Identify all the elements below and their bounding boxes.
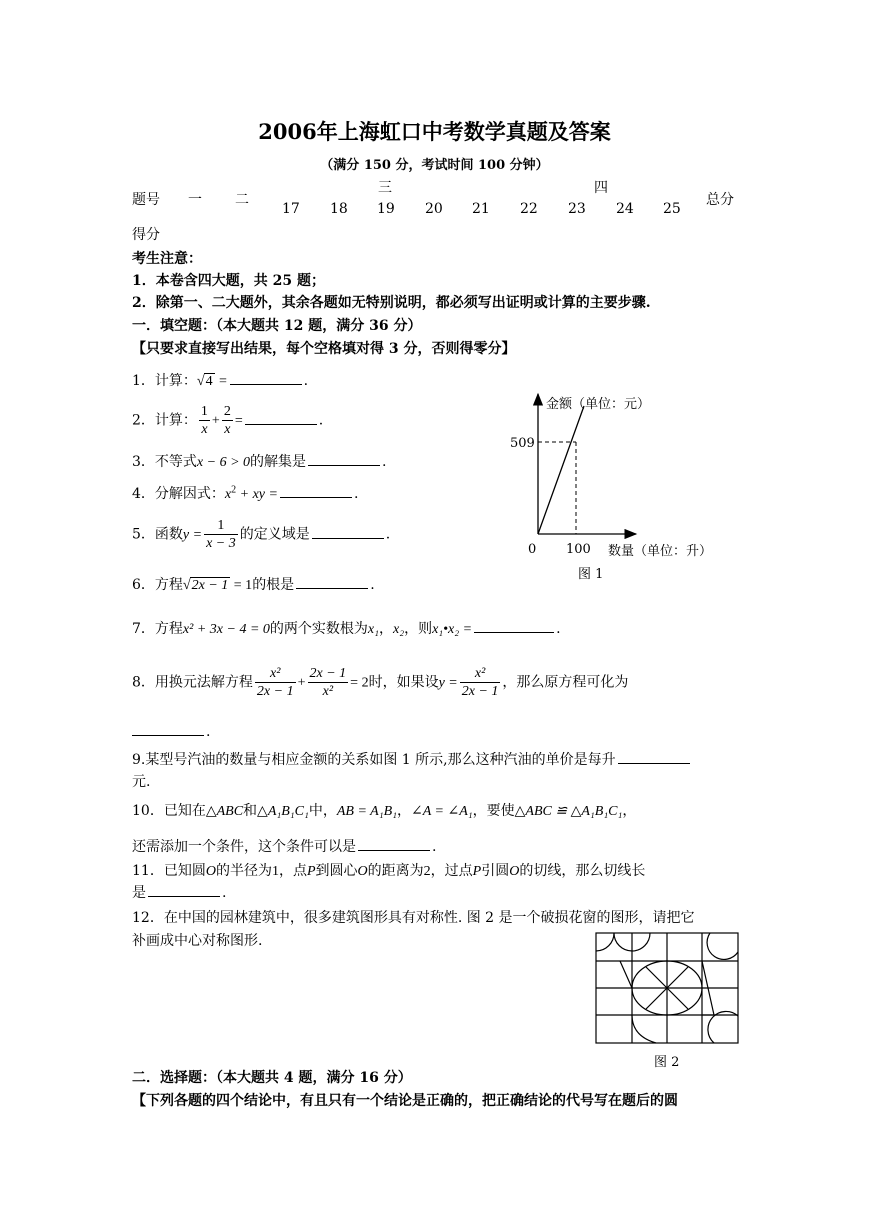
question-11: 11．已知圆O的半径为1，点P到圆心O的距离为2，过点P引圆O的切线，那么切线长 (132, 863, 646, 879)
x-axis-label: 数量（单位：升） (608, 544, 713, 559)
col-section-one: 一 (188, 192, 202, 208)
col-section-three: 三 (378, 180, 392, 196)
col-number: 17 (282, 201, 300, 217)
answer-blank[interactable] (245, 423, 317, 425)
question-4: 4．分解因式：$x^2$ + xy = . (132, 484, 359, 502)
answer-blank[interactable] (148, 895, 220, 897)
question-8-answer-line: . (132, 724, 210, 740)
answer-blank[interactable] (312, 537, 384, 539)
page-title: 2006年上海虹口中考数学真题及答案 (258, 119, 611, 144)
page-subtitle: （满分 150 分，考试时间 100 分钟） (320, 158, 549, 173)
notice-item: 1．本卷含四大题，共 25 题； (132, 273, 325, 289)
arc (708, 1011, 738, 1043)
section2-heading: 二．选择题：（本大题共 4 题，满分 16 分） (132, 1070, 412, 1086)
question-11-line2: 是 . (132, 885, 227, 901)
section1-heading: 一．填空题：（本大题共 12 题，满分 36 分） (132, 318, 422, 334)
answer-blank[interactable] (618, 762, 690, 764)
col-number: 20 (425, 201, 443, 217)
spoke-line (620, 961, 632, 988)
question-12-line2: 补画成中心对称图形. (132, 933, 263, 949)
question-8: 8．用换元法解方程 $\frac{\text{x²}}{2x - 1}$ + $\frac{2x - 1}{\text{x²}}$ = 2时，如果设y = $\frac{\text{x²}}{2x - 1}$ ，那么原方程可化为 (132, 666, 629, 699)
answer-blank[interactable] (132, 734, 204, 736)
answer-blank[interactable] (230, 383, 302, 385)
question-3: 3．不等式x − 6 > 0的解集是 . (132, 454, 387, 470)
col-number: 19 (377, 201, 395, 217)
figure-2 (590, 928, 745, 1073)
question-6: 6．方程√2x − 1 = 1的根是 . (132, 577, 375, 593)
label-total: 总分 (706, 192, 734, 208)
question-5: 5．函数y = $\frac{1}{x - 3}$ 的定义域是 . (132, 518, 391, 551)
question-7: 7．方程x² + 3x − 4 = 0的两个实数根为x₁，x₂，则x₁•x₂ = . (132, 621, 561, 637)
notice-item: 2．除第一、二大题外，其余各题如无特别说明，都必须写出证明或计算的主要步骤. (132, 295, 651, 311)
col-number: 18 (330, 201, 348, 217)
question-12: 12．在中国的园林建筑中，很多建筑图形具有对称性. 图 2 是一个破损花窗的图形，请把它 (132, 910, 695, 926)
answer-blank[interactable] (296, 587, 368, 589)
figure-1-caption: 图 1 (578, 567, 604, 582)
answer-blank[interactable] (280, 496, 352, 498)
price-line (538, 406, 584, 534)
col-section-two: 二 (235, 192, 249, 208)
x-value-label: 100 (566, 542, 591, 557)
arc (707, 933, 738, 959)
y-axis-label: 金额（单位：元） (546, 397, 651, 412)
col-number: 22 (520, 201, 538, 217)
answer-blank[interactable] (308, 464, 380, 466)
section1-instruction: 【只要求直接写出结果，每个空格填对得 3 分，否则得零分】 (132, 341, 516, 357)
question-1: 1．计算：√4 = . (132, 373, 309, 389)
question-2: 2．计算： $\frac{1}{x}$ + $\frac{2}{x}$ = . (132, 404, 324, 437)
answer-blank[interactable] (358, 849, 430, 851)
figure-1 (510, 388, 750, 588)
answer-blank[interactable] (474, 631, 554, 633)
question-10-line2: 还需添加一个条件，这个条件可以是 . (132, 839, 437, 855)
label-score: 得分 (132, 227, 160, 243)
col-number: 23 (568, 201, 586, 217)
arc (632, 1015, 656, 1043)
origin-label: 0 (528, 542, 537, 557)
col-section-four: 四 (594, 180, 608, 196)
label-question-number: 题号 (132, 192, 160, 208)
y-value-label: 509 (510, 436, 535, 451)
question-10: 10．已知在△ABC和△A₁B₁C₁中，AB = A₁B₁，∠A = ∠A₁，要使△ABC ≌ △A₁B₁C₁， (132, 803, 637, 819)
question-9: 9.某型号汽油的数量与相应金额的关系如图 1 所示,那么这种汽油的单价是每升 (132, 749, 692, 769)
col-number: 24 (616, 201, 634, 217)
col-number: 21 (472, 201, 490, 217)
col-number: 25 (663, 201, 681, 217)
figure-2-caption: 图 2 (654, 1055, 680, 1070)
question-9-unit: 元. (132, 774, 151, 790)
section2-instruction: 【下列各题的四个结论中，有且只有一个结论是正确的，把正确结论的代号写在题后的圆 (132, 1093, 678, 1109)
notice-heading: 考生注意： (132, 251, 202, 267)
arc (596, 933, 614, 951)
